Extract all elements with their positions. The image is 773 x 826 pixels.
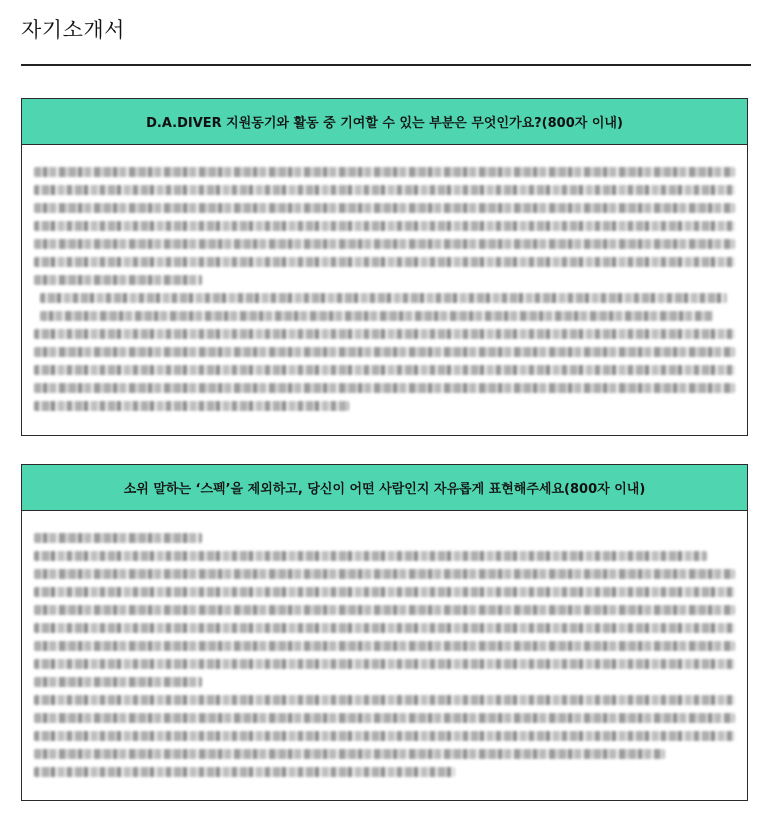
blurred-text-line [34, 677, 202, 687]
blurred-text-line [34, 713, 735, 723]
blurred-text-line [34, 401, 349, 411]
blurred-text-line [40, 293, 727, 303]
blurred-text-line [34, 383, 735, 393]
blurred-text-line [34, 185, 735, 195]
blurred-text-line [34, 221, 735, 231]
blurred-text-line [34, 203, 735, 213]
blurred-text-line [34, 659, 735, 669]
blurred-text-line [34, 329, 735, 339]
question-header-2: 소위 말하는 ‘스펙’을 제외하고, 당신이 어떤 사람인지 자유롭게 표현해주세요(800자 이내) [22, 465, 747, 511]
blurred-text-line [34, 167, 735, 177]
blurred-text-line [34, 695, 735, 705]
title-divider [21, 64, 751, 66]
answer-text-blurred-1 [22, 145, 747, 411]
blurred-text-line [40, 311, 713, 321]
blurred-text-line [34, 605, 735, 615]
question-box-2 [21, 464, 748, 801]
blurred-text-line [34, 239, 735, 249]
answer-text-blurred-2 [22, 511, 747, 777]
blurred-text-line [34, 731, 735, 741]
question-header-1: D.A.DIVER 지원동기와 활동 중 기여할 수 있는 부분은 무엇인가요?(800자 이내) [22, 99, 747, 145]
blurred-text-line [34, 749, 665, 759]
blurred-text-line [34, 551, 707, 561]
blurred-text-line [34, 587, 735, 597]
blurred-text-line [34, 533, 202, 543]
blurred-text-line [34, 347, 735, 357]
blurred-text-line [34, 569, 735, 579]
blurred-text-line [34, 623, 735, 633]
page-title: 자기소개서 [21, 18, 125, 42]
blurred-text-line [34, 767, 455, 777]
blurred-text-line [34, 365, 735, 375]
blurred-text-line [34, 641, 735, 651]
question-box-1 [21, 98, 748, 436]
blurred-text-line [34, 275, 202, 285]
blurred-text-line [34, 257, 735, 267]
